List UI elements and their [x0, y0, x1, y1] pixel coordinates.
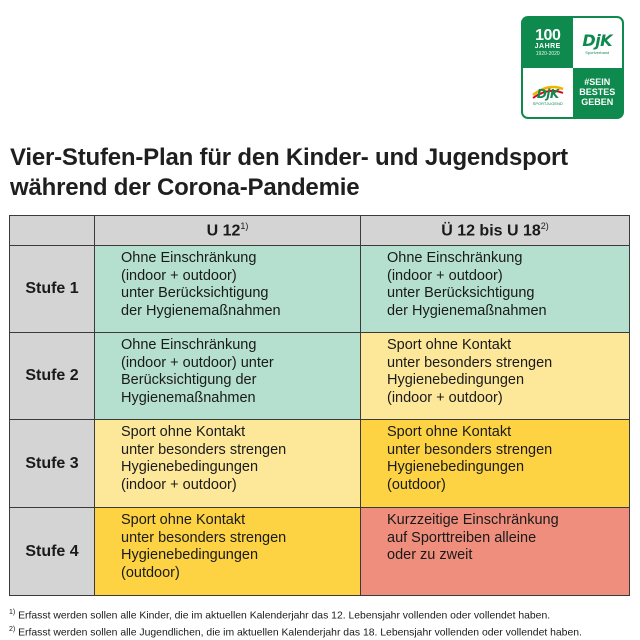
- table-cell: [361, 420, 630, 508]
- logo-slogan-line: #SEIN: [584, 77, 611, 88]
- stage-plan-table: [9, 215, 630, 596]
- column-header-u12: [95, 216, 361, 246]
- row-header-stufe-4: Stufe 4: [10, 508, 95, 596]
- column-header-label: U 12: [206, 222, 241, 240]
- footnote-mark: 2): [9, 626, 16, 634]
- page-title: [10, 143, 630, 203]
- table-cell: [95, 246, 361, 333]
- table-cell: [95, 420, 361, 508]
- cell-line: (outdoor): [387, 476, 446, 493]
- cell-line: unter besonders strengen: [387, 441, 553, 458]
- cell-line: (indoor + outdoor) unter: [121, 354, 274, 371]
- logo-slogan: [573, 68, 623, 118]
- table-row: [10, 420, 630, 508]
- logo-anniversary-label: JAHRE: [534, 43, 561, 51]
- cell-line: unter besonders strengen: [121, 529, 287, 546]
- footnotes: [9, 606, 634, 640]
- cell-line: unter besonders strengen: [121, 441, 287, 458]
- logo-anniversary-years: 1920-2020: [535, 51, 560, 58]
- cell-line: (outdoor): [121, 564, 180, 581]
- column-header-u12-u18: [361, 216, 630, 246]
- cell-line: unter Berücksichtigung: [121, 285, 269, 301]
- cell-line: Sport ohne Kontakt: [121, 512, 246, 528]
- cell-line: Hygienebedingungen: [387, 459, 525, 475]
- footnote-text: Erfasst werden sollen alle Jugendlichen, die im aktuellen Kalenderjahr das 18. Lebensjahr vollenden oder vollendet haben.: [18, 627, 582, 639]
- cell-line: Sport ohne Kontakt: [387, 337, 512, 353]
- cell-line: (indoor + outdoor): [387, 267, 503, 284]
- footnote-text: Erfasst werden sollen alle Kinder, die im aktuellen Kalenderjahr das 12. Lebensjahr vollenden oder vollendet haben.: [18, 610, 551, 622]
- table-cell: [361, 508, 630, 596]
- logo-brand-small: Sportverband: [585, 49, 610, 55]
- cell-line: Sport ohne Kontakt: [387, 424, 512, 440]
- cell-line: oder zu zweit: [387, 547, 473, 563]
- cell-line: Hygienebedingungen: [121, 459, 259, 475]
- table-cell: [95, 333, 361, 420]
- cell-line: der Hygienemaßnahmen: [121, 302, 281, 319]
- logo-djk-wordmark: [573, 18, 623, 68]
- table-cell: [95, 508, 361, 596]
- table-row: [10, 508, 630, 596]
- logo-anniversary-badge: [523, 18, 573, 68]
- footnote-2: [9, 623, 634, 640]
- page-title-line: während der Corona-Pandemie: [10, 174, 360, 201]
- logo-brand: DjK: [582, 30, 613, 50]
- table-row: [10, 246, 630, 333]
- logo-brand-2-small: SPORTJUGEND: [532, 100, 563, 106]
- row-header-stufe-2: Stufe 2: [10, 333, 95, 420]
- cell-line: Ohne Einschränkung: [121, 337, 257, 353]
- logo-brand-2: DjK: [536, 86, 559, 101]
- row-header-stufe-3: Stufe 3: [10, 420, 95, 508]
- cell-line: Hygienemaßnahmen: [121, 389, 256, 406]
- row-header-stufe-1: Stufe 1: [10, 246, 95, 333]
- cell-line: Hygienebedingungen: [121, 547, 259, 563]
- footnote-mark: 2): [540, 220, 549, 231]
- cell-line: auf Sporttreiben alleine: [387, 529, 537, 546]
- table-header-corner: [10, 216, 95, 246]
- logo-anniversary-number: 100: [535, 27, 561, 45]
- logo-slogan-line: GEBEN: [581, 97, 614, 108]
- cell-line: (indoor + outdoor): [121, 267, 237, 284]
- cell-line: (indoor + outdoor): [121, 476, 237, 493]
- footnote-mark: 1): [240, 220, 249, 231]
- cell-line: Kurzzeitige Einschränkung: [387, 512, 559, 528]
- cell-line: Ohne Einschränkung: [121, 250, 257, 266]
- cell-line: (indoor + outdoor): [387, 389, 503, 406]
- column-header-label: Ü 12 bis U 18: [441, 222, 541, 240]
- footnote-mark: 1): [9, 609, 16, 616]
- cell-line: Hygienebedingungen: [387, 372, 525, 388]
- page-title-line: Vier-Stufen-Plan für den Kinder- und Jugendsport: [10, 144, 568, 171]
- cell-line: Sport ohne Kontakt: [121, 424, 246, 440]
- table-header-row: [10, 216, 630, 246]
- djk-logo: [521, 16, 624, 119]
- cell-line: Berücksichtigung der: [121, 372, 257, 388]
- cell-line: unter Berücksichtigung: [387, 285, 535, 301]
- cell-line: der Hygienemaßnahmen: [387, 302, 547, 319]
- logo-sportjugend-mark: [523, 68, 573, 118]
- cell-line: Ohne Einschränkung: [387, 250, 523, 266]
- cell-line: unter besonders strengen: [387, 354, 553, 371]
- footnote-1: [9, 606, 634, 623]
- logo-slogan-line: BESTES: [579, 87, 616, 98]
- table-cell: [361, 333, 630, 420]
- table-cell: [361, 246, 630, 333]
- table-row: [10, 333, 630, 420]
